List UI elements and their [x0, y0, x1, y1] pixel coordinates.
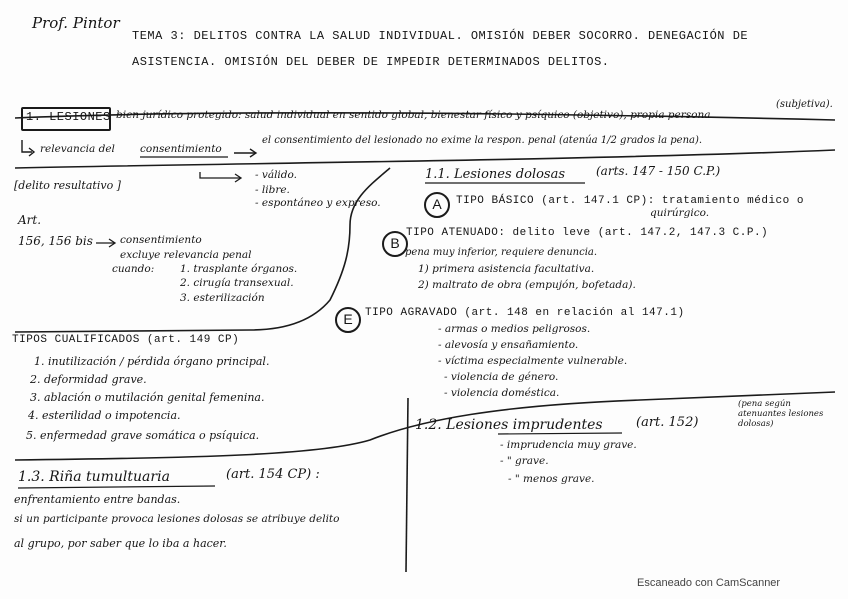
tipo-a-marker: A [424, 192, 450, 218]
tipo-atenuado-sub: pena muy inferior, requiere denuncia. [405, 247, 598, 258]
imprudentes-note: (pena según atenuantes lesiones dolosas) [738, 399, 824, 429]
agravado-item-4: - violencia de género. [444, 371, 559, 383]
dolosas-heading: 1.1. Lesiones dolosas [425, 167, 566, 182]
imprudentes-heading: 1.2. Lesiones imprudentes [415, 417, 603, 433]
dolosas-arts: (arts. 147 - 150 C.P.) [596, 164, 721, 178]
title-line-1: TEMA 3: DELITOS CONTRA LA SALUD INDIVIDUAL. OMISIÓN DEBER SOCORRO. DENEGACIÓN DE [132, 29, 749, 43]
cualificado-item-4: 4. esterilidad o impotencia. [28, 409, 181, 422]
bien-juridico-text: bien jurídico protegido: salud individual en sentido global, bienestar físico y psíquico (objetivo), propia persona [116, 109, 711, 121]
consentimiento-word: consentimiento [140, 143, 222, 155]
agravado-item-3: - víctima especialmente vulnerable. [438, 355, 628, 367]
caso-trasplante: 1. trasplante órganos. [180, 263, 298, 275]
delito-resultativo: [delito resultativo ] [14, 179, 121, 192]
cualificados-heading: TIPOS CUALIFICADOS (art. 149 CP) [12, 334, 240, 346]
scanner-watermark: Escaneado con CamScanner [637, 577, 781, 589]
art-label: Art. [18, 213, 42, 227]
tipo-basico-text: TIPO BÁSICO (art. 147.1 CP): tratamiento médico o [456, 195, 804, 207]
requisito-espontaneo: - espontáneo y expreso. [255, 197, 381, 209]
agravado-item-2: - alevosía y ensañamiento. [438, 339, 579, 351]
tipo-e-marker: E [335, 307, 361, 333]
caso-esterilizacion: 3. esterilización [180, 292, 265, 304]
agravado-item-1: - armas o medios peligrosos. [438, 323, 591, 335]
relevancia-label: relevancia del [40, 143, 115, 155]
agravado-item-5: - violencia doméstica. [444, 387, 560, 399]
requisito-libre: - libre. [255, 184, 290, 196]
tipo-basico-text-2: quirúrgico. [650, 207, 710, 219]
author-name: Prof. Pintor [32, 14, 120, 32]
imprudentes-art: (art. 152) [636, 415, 699, 430]
relevancia-text: el consentimiento del lesionado no exime la respon. penal (atenúa 1/2 grados la pena). [262, 135, 703, 146]
rina-line-1: enfrentamiento entre bandas. [14, 493, 181, 506]
rina-art: (art. 154 CP) : [226, 467, 320, 482]
excluye-relevancia: excluye relevancia penal [120, 249, 252, 261]
art-consentimiento: consentimiento [120, 234, 202, 246]
imprudente-item-1: - imprudencia muy grave. [500, 439, 637, 451]
cualificado-item-1: 1. inutilización / pérdida órgano principal. [34, 355, 270, 368]
rina-line-3: al grupo, por saber que lo iba a hacer. [14, 537, 227, 550]
cualificado-item-3: 3. ablación o mutilación genital femenina. [30, 391, 265, 404]
cuando-label: cuando: [112, 263, 155, 275]
rina-line-2: si un participante provoca lesiones dolosas se atribuye delito [14, 513, 340, 525]
lesiones-heading: 1. LESIONES [26, 110, 111, 124]
title-line-2: ASISTENCIA. OMISIÓN DEL DEBER DE IMPEDIR DETERMINADOS DELITOS. [132, 55, 610, 69]
cualificado-item-5: 5. enfermedad grave somática o psíquica. [26, 429, 260, 442]
cualificado-item-2: 2. deformidad grave. [30, 373, 147, 386]
imprudente-item-2: - " grave. [500, 455, 549, 467]
tipo-atenuado-item-1: 1) primera asistencia facultativa. [418, 263, 595, 275]
requisito-valido: - válido. [255, 169, 297, 181]
rina-heading: 1.3. Riña tumultuaria [18, 469, 170, 485]
caso-cirugia: 2. cirugía transexual. [180, 277, 294, 289]
art-ref: 156, 156 bis [18, 234, 93, 248]
tipo-b-marker: B [382, 231, 408, 257]
tipo-agravado-text: TIPO AGRAVADO (art. 148 en relación al 147.1) [365, 307, 685, 319]
tipo-atenuado-item-2: 2) maltrato de obra (empujón, bofetada). [418, 279, 636, 291]
imprudente-item-3: - " menos grave. [508, 473, 595, 485]
subjetiva-note: (subjetiva). [776, 99, 833, 110]
tipo-atenuado-text: TIPO ATENUADO: delito leve (art. 147.2, 147.3 C.P.) [406, 227, 769, 239]
